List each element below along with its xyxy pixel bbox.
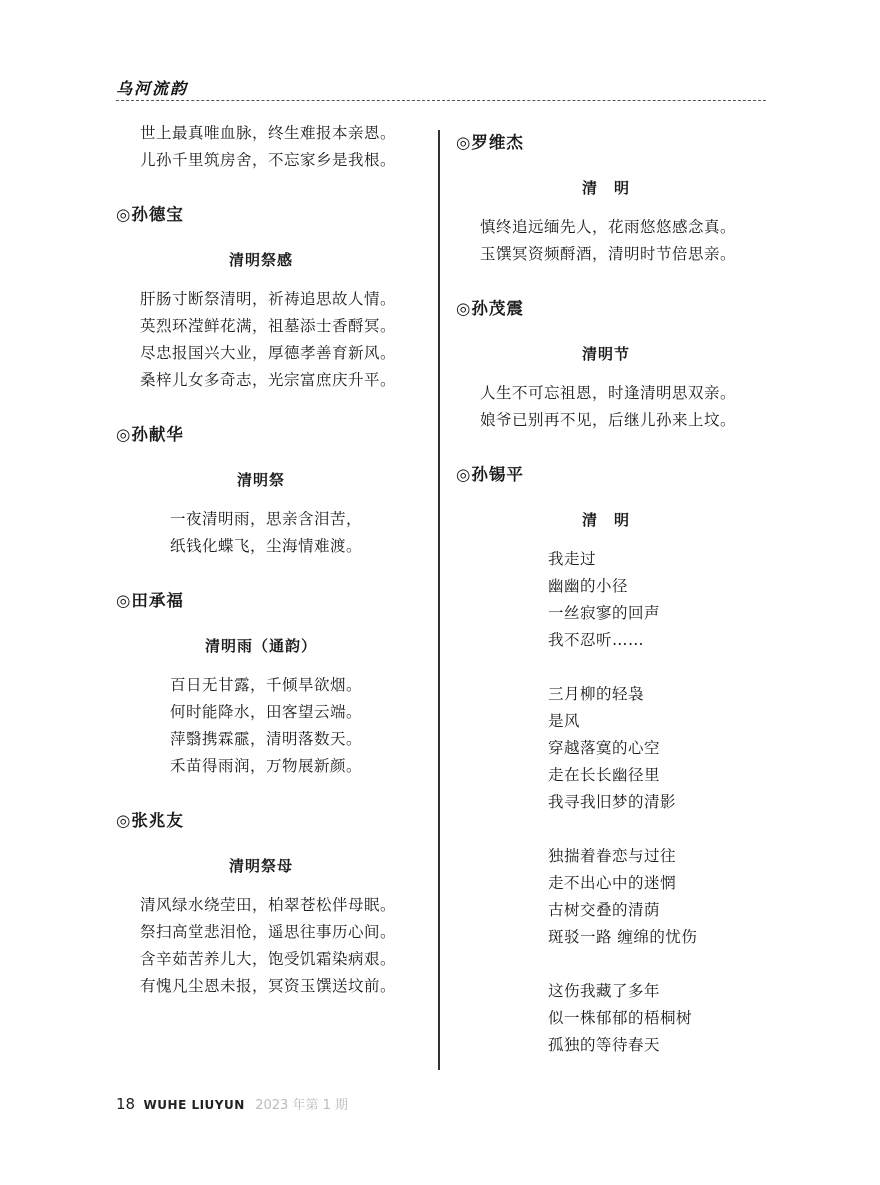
poem-title: 清明祭 <box>236 471 285 489</box>
poem-line: 祭扫高堂悲泪怆，遥思往事历心间。 <box>140 923 397 941</box>
stanza-break <box>456 951 756 978</box>
verse-line: 这伤我藏了多年 <box>548 982 661 1000</box>
poem-line: 儿孙千里筑房舍，不忘家乡是我根。 <box>140 151 397 169</box>
verse-line: 独揣着眷恋与过往 <box>548 847 677 865</box>
right-column <box>456 120 756 1059</box>
poem-line: 肝肠寸断祭清明，祈祷追思故人情。 <box>140 290 397 308</box>
poem-line: 玉馔冥资频酹酒，清明时节倍思亲。 <box>480 245 737 263</box>
author-name: 田承福 <box>131 591 184 610</box>
verse-line: 我走过 <box>548 550 597 568</box>
poem-line: 慎终追远缅先人，花雨悠悠感念真。 <box>480 218 737 236</box>
verse-line: 孤独的等待春天 <box>548 1036 661 1054</box>
author-name: 孙锡平 <box>471 465 524 484</box>
poem-line: 一夜清明雨，思亲含泪苦， <box>170 510 363 528</box>
poem-line: 纸钱化蝶飞，尘海情难渡。 <box>170 537 363 555</box>
issue-label: 2023 年第 1 期 <box>255 1098 348 1113</box>
author-name: 孙献华 <box>131 425 184 444</box>
magazine-name: WUHE LIUYUN <box>143 1098 245 1112</box>
author-heading <box>456 130 756 156</box>
poem-title: 清明节 <box>581 345 630 363</box>
verse-line: 幽幽的小径 <box>548 577 629 595</box>
poem-line: 人生不可忘祖恩，时逢清明思双亲。 <box>480 384 737 402</box>
verse-line: 走在长长幽径里 <box>548 766 661 784</box>
verse-line: 我寻我旧梦的清影 <box>548 793 677 811</box>
header-title: 乌河流韵 <box>116 79 189 98</box>
poem-title: 清明祭母 <box>228 857 293 875</box>
circle-mark-icon: ◎ <box>456 465 472 484</box>
poem-line: 世上最真唯血脉，终生难报本亲恩。 <box>140 124 397 142</box>
circle-mark-icon: ◎ <box>456 299 472 318</box>
verse-line: 似一株郁郁的梧桐树 <box>548 1009 693 1027</box>
author-name: 罗维杰 <box>471 133 524 152</box>
poem-line: 含辛茹苦养儿大，饱受饥霜染病艰。 <box>140 950 397 968</box>
author-heading <box>116 422 406 448</box>
author-heading <box>456 462 756 488</box>
poem-title: 清明祭感 <box>228 251 293 269</box>
author-name: 张兆友 <box>131 811 184 830</box>
page-number: 18 <box>116 1095 136 1113</box>
stanza-break <box>456 816 756 843</box>
verse-line: 走不出心中的迷惘 <box>548 874 677 892</box>
author-heading <box>456 296 756 322</box>
verse-line: 一丝寂寥的回声 <box>548 604 661 622</box>
poem-line: 英烈环滢鲜花满，祖墓添士香酹冥。 <box>140 317 397 335</box>
column-divider <box>438 130 440 1070</box>
verse-line: 斑驳一路 缠绵的忧伤 <box>548 928 698 946</box>
page-footer <box>116 1094 348 1113</box>
author-name: 孙茂震 <box>471 299 524 318</box>
author-name: 孙德宝 <box>131 205 184 224</box>
poem-line: 尽忠报国兴大业，厚德孝善育新风。 <box>140 344 397 362</box>
poem-line: 桑梓儿女多奇志，光宗富庶庆升平。 <box>140 371 397 389</box>
poem-line: 萍翳携霖霢，清明落数天。 <box>170 730 363 748</box>
verse-line: 是风 <box>548 712 581 730</box>
circle-mark-icon: ◎ <box>116 425 132 444</box>
verse-line: 古树交叠的清荫 <box>548 901 661 919</box>
author-heading <box>116 588 406 614</box>
author-heading <box>116 202 406 228</box>
circle-mark-icon: ◎ <box>116 205 132 224</box>
circle-mark-icon: ◎ <box>116 811 132 830</box>
poem-line: 有愧凡尘恩未报，冥资玉馔送坟前。 <box>140 977 397 995</box>
verse-line: 穿越落寞的心空 <box>548 739 661 757</box>
author-heading <box>116 808 406 834</box>
poem-line: 禾苗得雨润，万物展新颜。 <box>170 757 363 775</box>
poem-line: 清风绿水绕茔田，柏翠苍松伴母眠。 <box>140 896 397 914</box>
poem-title: 清明雨（通韵） <box>204 637 317 655</box>
verse-line: 我不忍听…… <box>548 631 645 649</box>
poem-line: 百日无甘露，千倾旱欲烟。 <box>170 676 363 694</box>
running-header <box>116 76 766 106</box>
header-divider <box>116 100 766 101</box>
circle-mark-icon: ◎ <box>116 591 132 610</box>
left-column <box>116 120 406 1000</box>
circle-mark-icon: ◎ <box>456 133 472 152</box>
poem-line: 何时能降水，田客望云端。 <box>170 703 363 721</box>
stanza-break <box>456 654 756 681</box>
verse-line: 三月柳的轻袅 <box>548 685 645 703</box>
poem-line: 娘爷已别再不见，后继儿孙来上坟。 <box>480 411 737 429</box>
poem-title: 清 明 <box>581 511 630 529</box>
poem-title: 清 明 <box>581 179 630 197</box>
